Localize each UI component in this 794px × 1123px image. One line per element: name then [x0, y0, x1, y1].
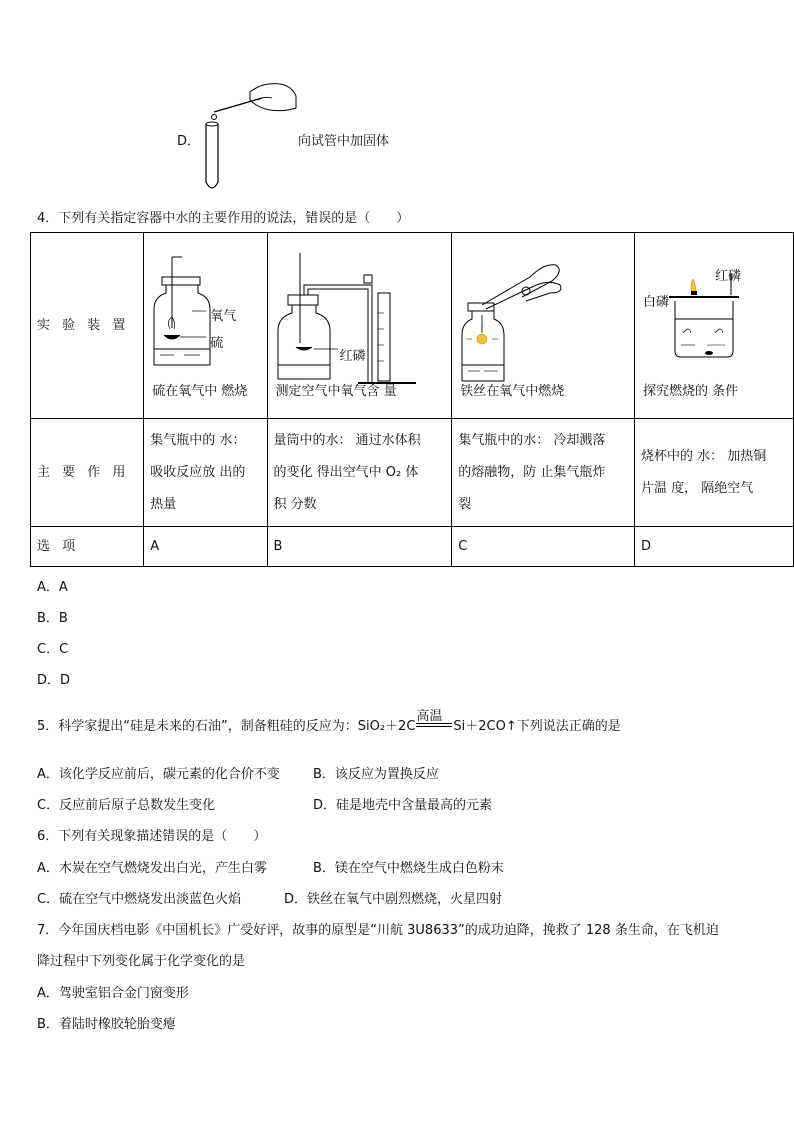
caption-a: 硫在氧气中 燃烧: [152, 384, 248, 399]
q4-answer-c: C．C: [37, 642, 69, 657]
label-oxygen: 氧气: [210, 309, 237, 324]
label-red-phosphorus-d: 红磷: [715, 269, 742, 284]
function-a: 集气瓶中的 水： 吸收反应放 出的 热量: [144, 419, 267, 527]
apparatus-c: [452, 233, 635, 419]
q3-option-d-text: 向试管中加固体: [298, 134, 390, 149]
caption-d: 探究燃烧的 条件: [643, 384, 739, 399]
option-d: D: [635, 527, 794, 567]
option-a: A: [144, 527, 267, 567]
q5-option-a: A．该化学反应前后，碳元素的化合价不变: [37, 767, 280, 782]
q6-stem: 6．下列有关现象描述错误的是（ ）: [37, 829, 267, 844]
reaction-condition: 高温: [416, 709, 443, 724]
row-option-header: 选 项: [31, 527, 144, 567]
q3-option-d-label: D．: [177, 134, 201, 149]
q6-option-c: C．硫在空气中燃烧发出淡蓝色火焰: [37, 892, 242, 907]
label-sulfur: 硫: [210, 336, 224, 351]
row-function-header: 主 要 作 用: [31, 419, 144, 527]
q4-answer-b: B．B: [37, 611, 68, 626]
apparatus-d: [635, 233, 794, 419]
q4-table: [30, 232, 794, 567]
caption-b: 测定空气中氧气含 量: [275, 384, 397, 399]
function-c: 集气瓶中的水： 冷却溅落 的熔融物，防 止集气瓶炸 裂: [452, 419, 635, 527]
apparatus-a: [144, 233, 267, 419]
label-red-phosphorus-b: 红磷: [339, 349, 366, 364]
q6-option-b: B．镁在空气中燃烧生成白色粉末: [313, 861, 504, 876]
q7-stem-line1: 7．今年国庆档电影《中国机长》广受好评，故事的原型是“川航 3U8633”的成功迫降，挽救了 128 条生命，在飞机迫: [37, 923, 719, 938]
function-d: 烧杯中的 水： 加热铜 片温 度， 隔绝空气: [635, 419, 794, 527]
hand-test-tube-illustration: [0, 0, 794, 200]
q7-option-a: A．驾驶室铝合金门窗变形: [37, 986, 189, 1001]
q4-stem: 4．下列有关指定容器中水的主要作用的说法，错误的是（ ）: [37, 211, 410, 226]
q5-stem: 5．科学家提出“硅是未来的石油”，制备粗硅的反应为：SiO₂＋2C 高温 Si＋2CO↑下列说法正确的是: [37, 715, 621, 734]
q4-answer-d: D．D: [37, 673, 71, 688]
q5-option-d: D．硅是地壳中含量最高的元素: [313, 798, 493, 813]
q7-option-b: B．着陆时橡胶轮胎变瘪: [37, 1017, 176, 1032]
q7-stem-line2: 降过程中下列变化属于化学变化的是: [37, 954, 246, 969]
q5-option-c: C．反应前后原子总数发生变化: [37, 798, 216, 813]
caption-c: 铁丝在氧气中燃烧: [460, 384, 565, 399]
row-apparatus-header: 实 验 装 置: [31, 233, 144, 419]
q4-answer-a: A．A: [37, 580, 68, 595]
q6-option-d: D．铁丝在氧气中剧烈燃烧，火星四射: [284, 892, 503, 907]
option-c: C: [452, 527, 635, 567]
apparatus-b: [267, 233, 452, 419]
label-white-phosphorus: 白磷: [643, 295, 670, 310]
q6-option-a: A．木炭在空气燃烧发出白光，产生白雾: [37, 861, 267, 876]
option-b: B: [267, 527, 452, 567]
function-b: 量筒中的水： 通过水体积 的变化 得出空气中 O₂ 体 积 分数: [267, 419, 452, 527]
q5-option-b: B．该反应为置换反应: [313, 767, 439, 782]
